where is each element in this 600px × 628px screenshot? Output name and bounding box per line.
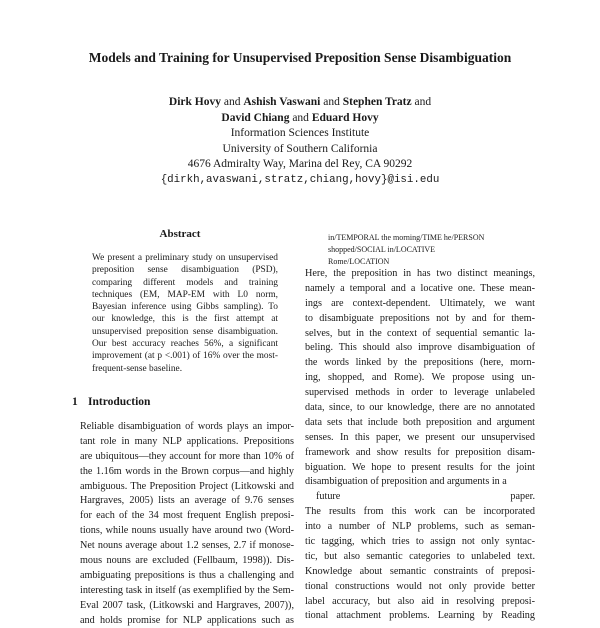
- text-line: ambiguous. The Preposition Project (Litkowski and: [80, 480, 294, 492]
- text-line: the words linked by the prepositions (here, morn-: [305, 357, 535, 369]
- text-line: label accuracy, but also aid in resolving preposi-: [305, 595, 535, 607]
- author-and: and: [223, 96, 241, 108]
- author-name: Eduard Hovy: [311, 111, 379, 124]
- author-name: Dirk Hovy: [168, 96, 221, 108]
- right-column-body: [305, 267, 535, 624]
- text-line: tic tagging, which tries to assign not only syntac-: [305, 536, 535, 548]
- text-line: to disambiguate prepositions not by and for them-: [305, 312, 535, 324]
- author-and: and: [323, 96, 340, 108]
- text-line: Net nouns average about 1.2 senses, 2.7 if monose-: [80, 540, 294, 552]
- affiliation-university: University of Southern California: [222, 142, 378, 155]
- affiliation-institute: Information Sciences Institute: [230, 127, 370, 139]
- text-line: namely a temporal and a locative one. These mean-: [305, 282, 535, 294]
- text-line: biguation. We hope to present results for the joint: [305, 461, 535, 473]
- text-line: Eval 2007 task, (Litkowski and Hargraves, 2007)),: [80, 599, 294, 611]
- paper-title: Models and Training for Unsupervised Preposition Sense Disambiguation: [88, 50, 512, 65]
- example-line: shopped/SOCIAL in/LOCATIVE: [328, 245, 436, 254]
- text-line: selves, but in the context of sequential semantic la-: [305, 327, 535, 339]
- text-line: Here, the preposition in has two distinct meanings,: [305, 268, 535, 279]
- text-line: Reliable disambiguation of words plays an impor-: [80, 421, 294, 432]
- text-line: future paper.: [316, 491, 535, 503]
- section-heading: [72, 396, 150, 408]
- abstract-heading: Abstract: [159, 228, 201, 240]
- text-line: data, since, to our knowledge, there are no annotated: [305, 402, 535, 414]
- text-line: ambiguating prepositions is thus a challenging and: [80, 569, 294, 581]
- text-line: and holds promise for NLP applications such as: [80, 614, 294, 626]
- text-line: disambiguation of preposition and arguments in a: [305, 476, 507, 488]
- author-line-2: [0, 111, 600, 127]
- author-line-1: [0, 95, 600, 111]
- text-line: tic, but also semantic categories to unlabeled text.: [305, 550, 535, 562]
- affiliation-address: 4676 Admiralty Way, Marina del Rey, CA 90292: [187, 158, 413, 170]
- text-line: Knowledge about semantic constraints of preposi-: [305, 565, 535, 577]
- text-line: into a number of NLP problems, such as seman-: [305, 521, 535, 533]
- text-line: ings are context-dependent. Ultimately, we want: [305, 297, 535, 309]
- section-number: 1: [72, 396, 78, 408]
- example-line: Rome/LOCATION: [328, 257, 390, 266]
- text-line: interesting task in itself (as exemplified by the Sem-: [80, 584, 294, 596]
- tagged-example: [328, 232, 528, 268]
- text-line: are ubiquitous—they account for more than 10% of: [80, 450, 294, 462]
- text-line: beling. This should also improve disambiguation of: [305, 342, 535, 354]
- left-column-body: [80, 420, 294, 628]
- author-name: Ashish Vaswani: [243, 96, 321, 108]
- text-line: for each of the 34 most frequent English preposi-: [80, 510, 294, 522]
- text-line: tional attachment problems. Learning by Reading: [305, 610, 535, 622]
- text-line: supervised methods in order to leverage unlabeled: [305, 387, 535, 399]
- abstract-text: We present a preliminary study on unsupervised preposition sense disambiguation (PSD), comparing different models and training techniques (EM, MAP-EM with L0 norm, Bayesian inference using Gibbs sampling). To our knowledge, this is the first attempt at unsupervised preposition sense disambiguation. Our best accuracy reaches 56%, a significant improvement (at p <.001) of 16% over the most-frequent-sense baseline.: [92, 253, 278, 374]
- section-title: Introduction: [88, 396, 151, 408]
- text-line: framework and show results for preposition disam-: [305, 446, 535, 458]
- example-line: in/TEMPORAL the morning/TIME he/PERSON: [328, 233, 485, 242]
- text-line: ing, shopped, and Rome). We propose using un-: [305, 372, 535, 384]
- text-line: The results from this work can be incorporated: [305, 506, 535, 518]
- author-emails: {dirkh,avaswani,stratz,chiang,hovy}@isi.edu: [160, 173, 440, 186]
- author-and: and: [292, 111, 309, 124]
- text-line: the 1.16m words in the Brown corpus—and highly: [80, 465, 294, 477]
- text-line: senses. In this paper, we present our unsupervised: [305, 431, 535, 443]
- text-line: data sets that include both preposition and argument: [305, 416, 535, 428]
- author-and: and: [414, 96, 432, 108]
- author-block: [0, 95, 600, 188]
- text-line: Hargraves, 2005) lists an average of 9.76 senses: [80, 495, 294, 507]
- text-line: tional constructions would not only provide better: [305, 580, 535, 592]
- text-line: tant role in many NLP applications. Prepositions: [80, 435, 294, 447]
- text-line: mous nouns are excluded (Fellbaum, 1998)). Dis-: [80, 555, 294, 567]
- text-line: tions, while nouns usually have around two (Word-: [80, 525, 294, 537]
- author-name: Stephen Tratz: [342, 96, 412, 108]
- author-name: David Chiang: [221, 111, 290, 124]
